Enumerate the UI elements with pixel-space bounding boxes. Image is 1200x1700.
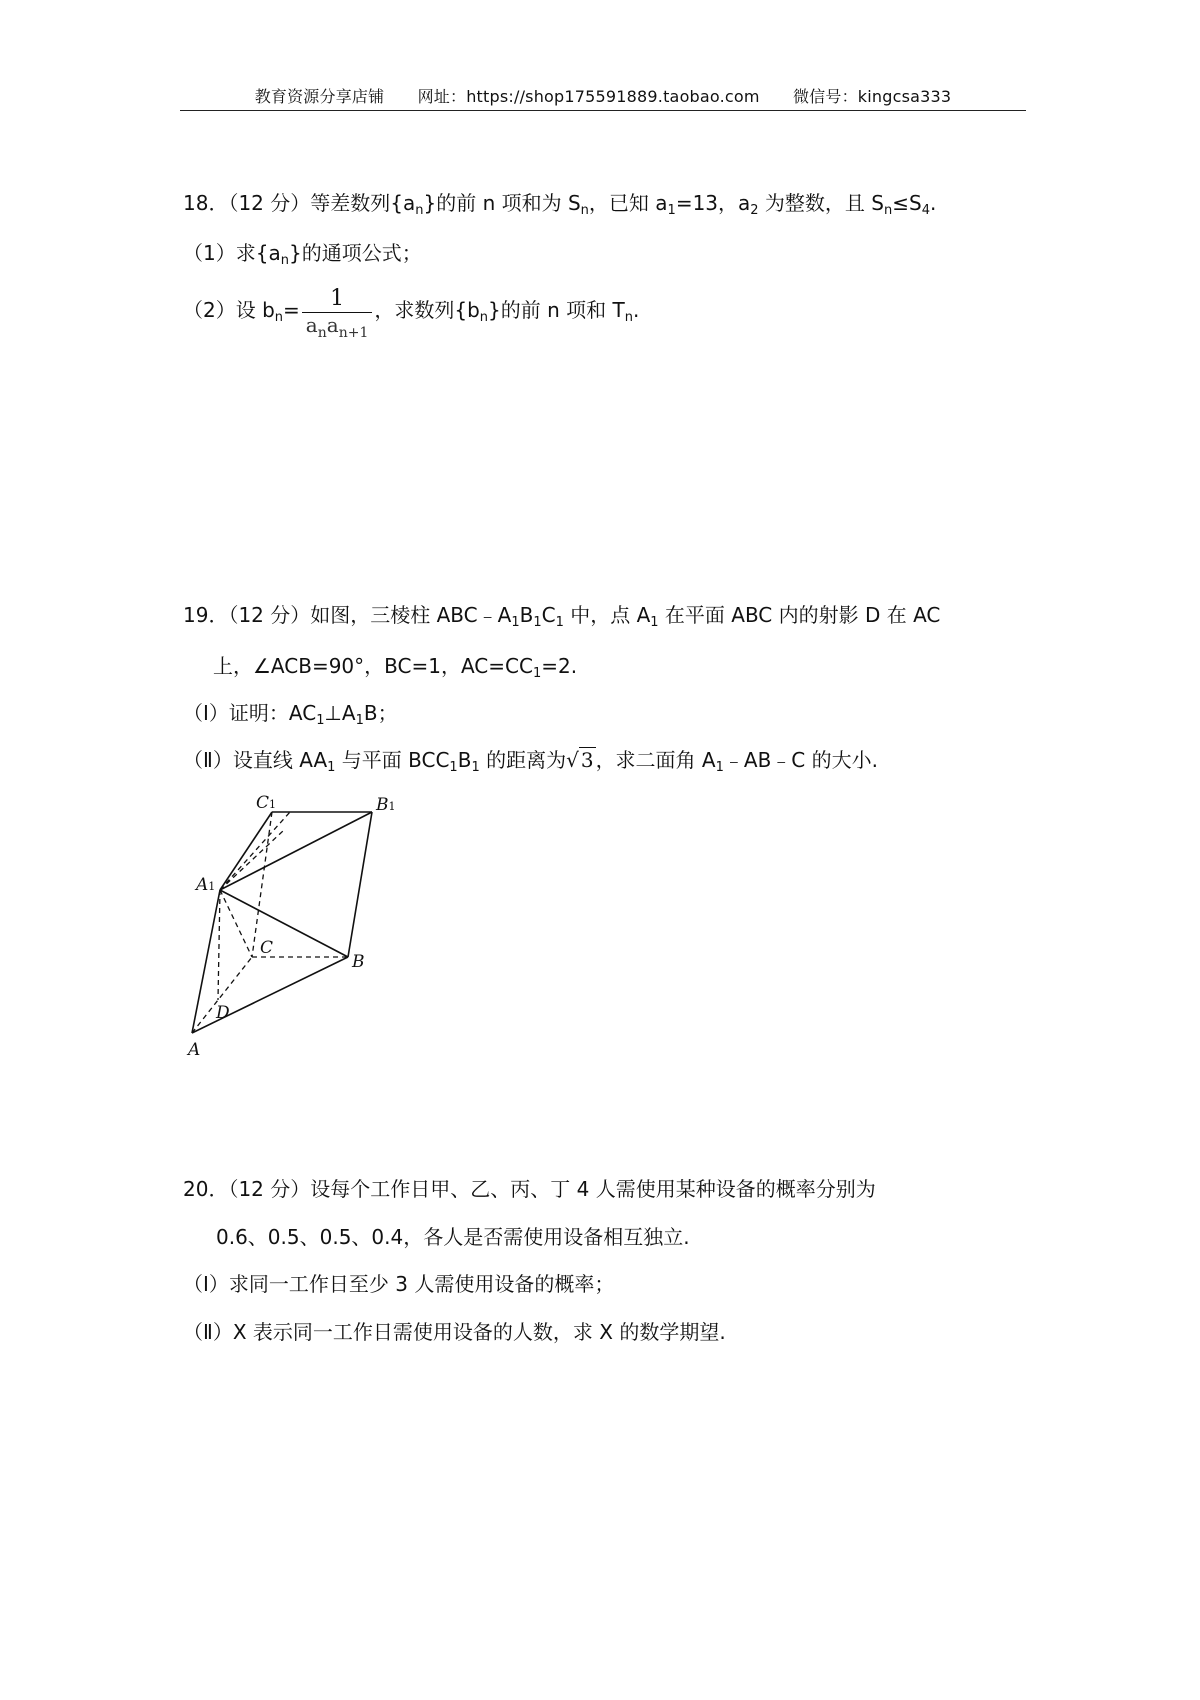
label-D: D bbox=[216, 1003, 230, 1023]
header-wechat: 微信号：kingcsa333 bbox=[792, 87, 952, 106]
label-C: C bbox=[260, 938, 274, 958]
prism-figure bbox=[180, 790, 420, 1060]
label-B: B bbox=[352, 952, 365, 972]
bn-fraction: $\frac{1}{a_na_{n+1}}$ bbox=[302, 286, 373, 337]
q20-part1: （Ⅰ）求同一工作日至少 3 人需使用设备的概率； bbox=[183, 1272, 615, 1296]
q19-part1: （Ⅰ）证明：$AC_1\perp A_1B$； bbox=[183, 701, 398, 728]
label-A1: A1 bbox=[196, 875, 216, 895]
label-C1: C1 bbox=[256, 793, 277, 813]
q19-statement: 19．（12 分）如图，三棱柱 $ABC﹣A_1B_1C_1$ 中，点 $A_1$ 在平面 ABC 内的射影 D 在 AC bbox=[183, 603, 941, 630]
q18-part2: （2）设 $b_n=$ $\frac{1}{a_na_{n+1}}$ ，求数列$\{b_n\}$的前 n 项和 $T_n$. bbox=[183, 286, 640, 341]
header-divider bbox=[180, 110, 1026, 111]
q19-part2: （Ⅱ）设直线 $AA_1$ 与平面 $BCC_1B_1$ 的距离为√ 3 ，求二面角 $A_1﹣AB﹣C$ 的大小. bbox=[183, 748, 878, 775]
q19-statement-cont: 上，∠ACB=90°，BC=1，$AC=CC_1=2$. bbox=[213, 654, 578, 681]
sqrt-3: √ 3 bbox=[566, 748, 594, 772]
q20-statement-cont: 0.6、0.5、0.5、0.4，各人是否需使用设备相互独立. bbox=[216, 1225, 690, 1249]
q20-part2: （Ⅱ）X 表示同一工作日需使用设备的人数，求 X 的数学期望. bbox=[183, 1320, 726, 1344]
page-header bbox=[180, 84, 1026, 107]
label-A: A bbox=[188, 1040, 201, 1060]
header-url[interactable]: 网址：https://shop175591889.taobao.com bbox=[417, 87, 760, 106]
header-shop: 教育资源分享店铺 bbox=[254, 87, 385, 106]
label-B1: B1 bbox=[376, 795, 396, 815]
q20-statement: 20．（12 分）设每个工作日甲、乙、丙、丁 4 人需使用某种设备的概率分别为 bbox=[183, 1177, 876, 1201]
q18-part1: （1）求$\{a_n\}$的通项公式； bbox=[183, 241, 422, 268]
q18-statement: 18．（12 分）等差数列$\{a_n\}$的前 n 项和为 $S_n$，已知 $a_1=13$，$a_2$ 为整数，且 $S_n\le S_4$. bbox=[183, 191, 937, 218]
